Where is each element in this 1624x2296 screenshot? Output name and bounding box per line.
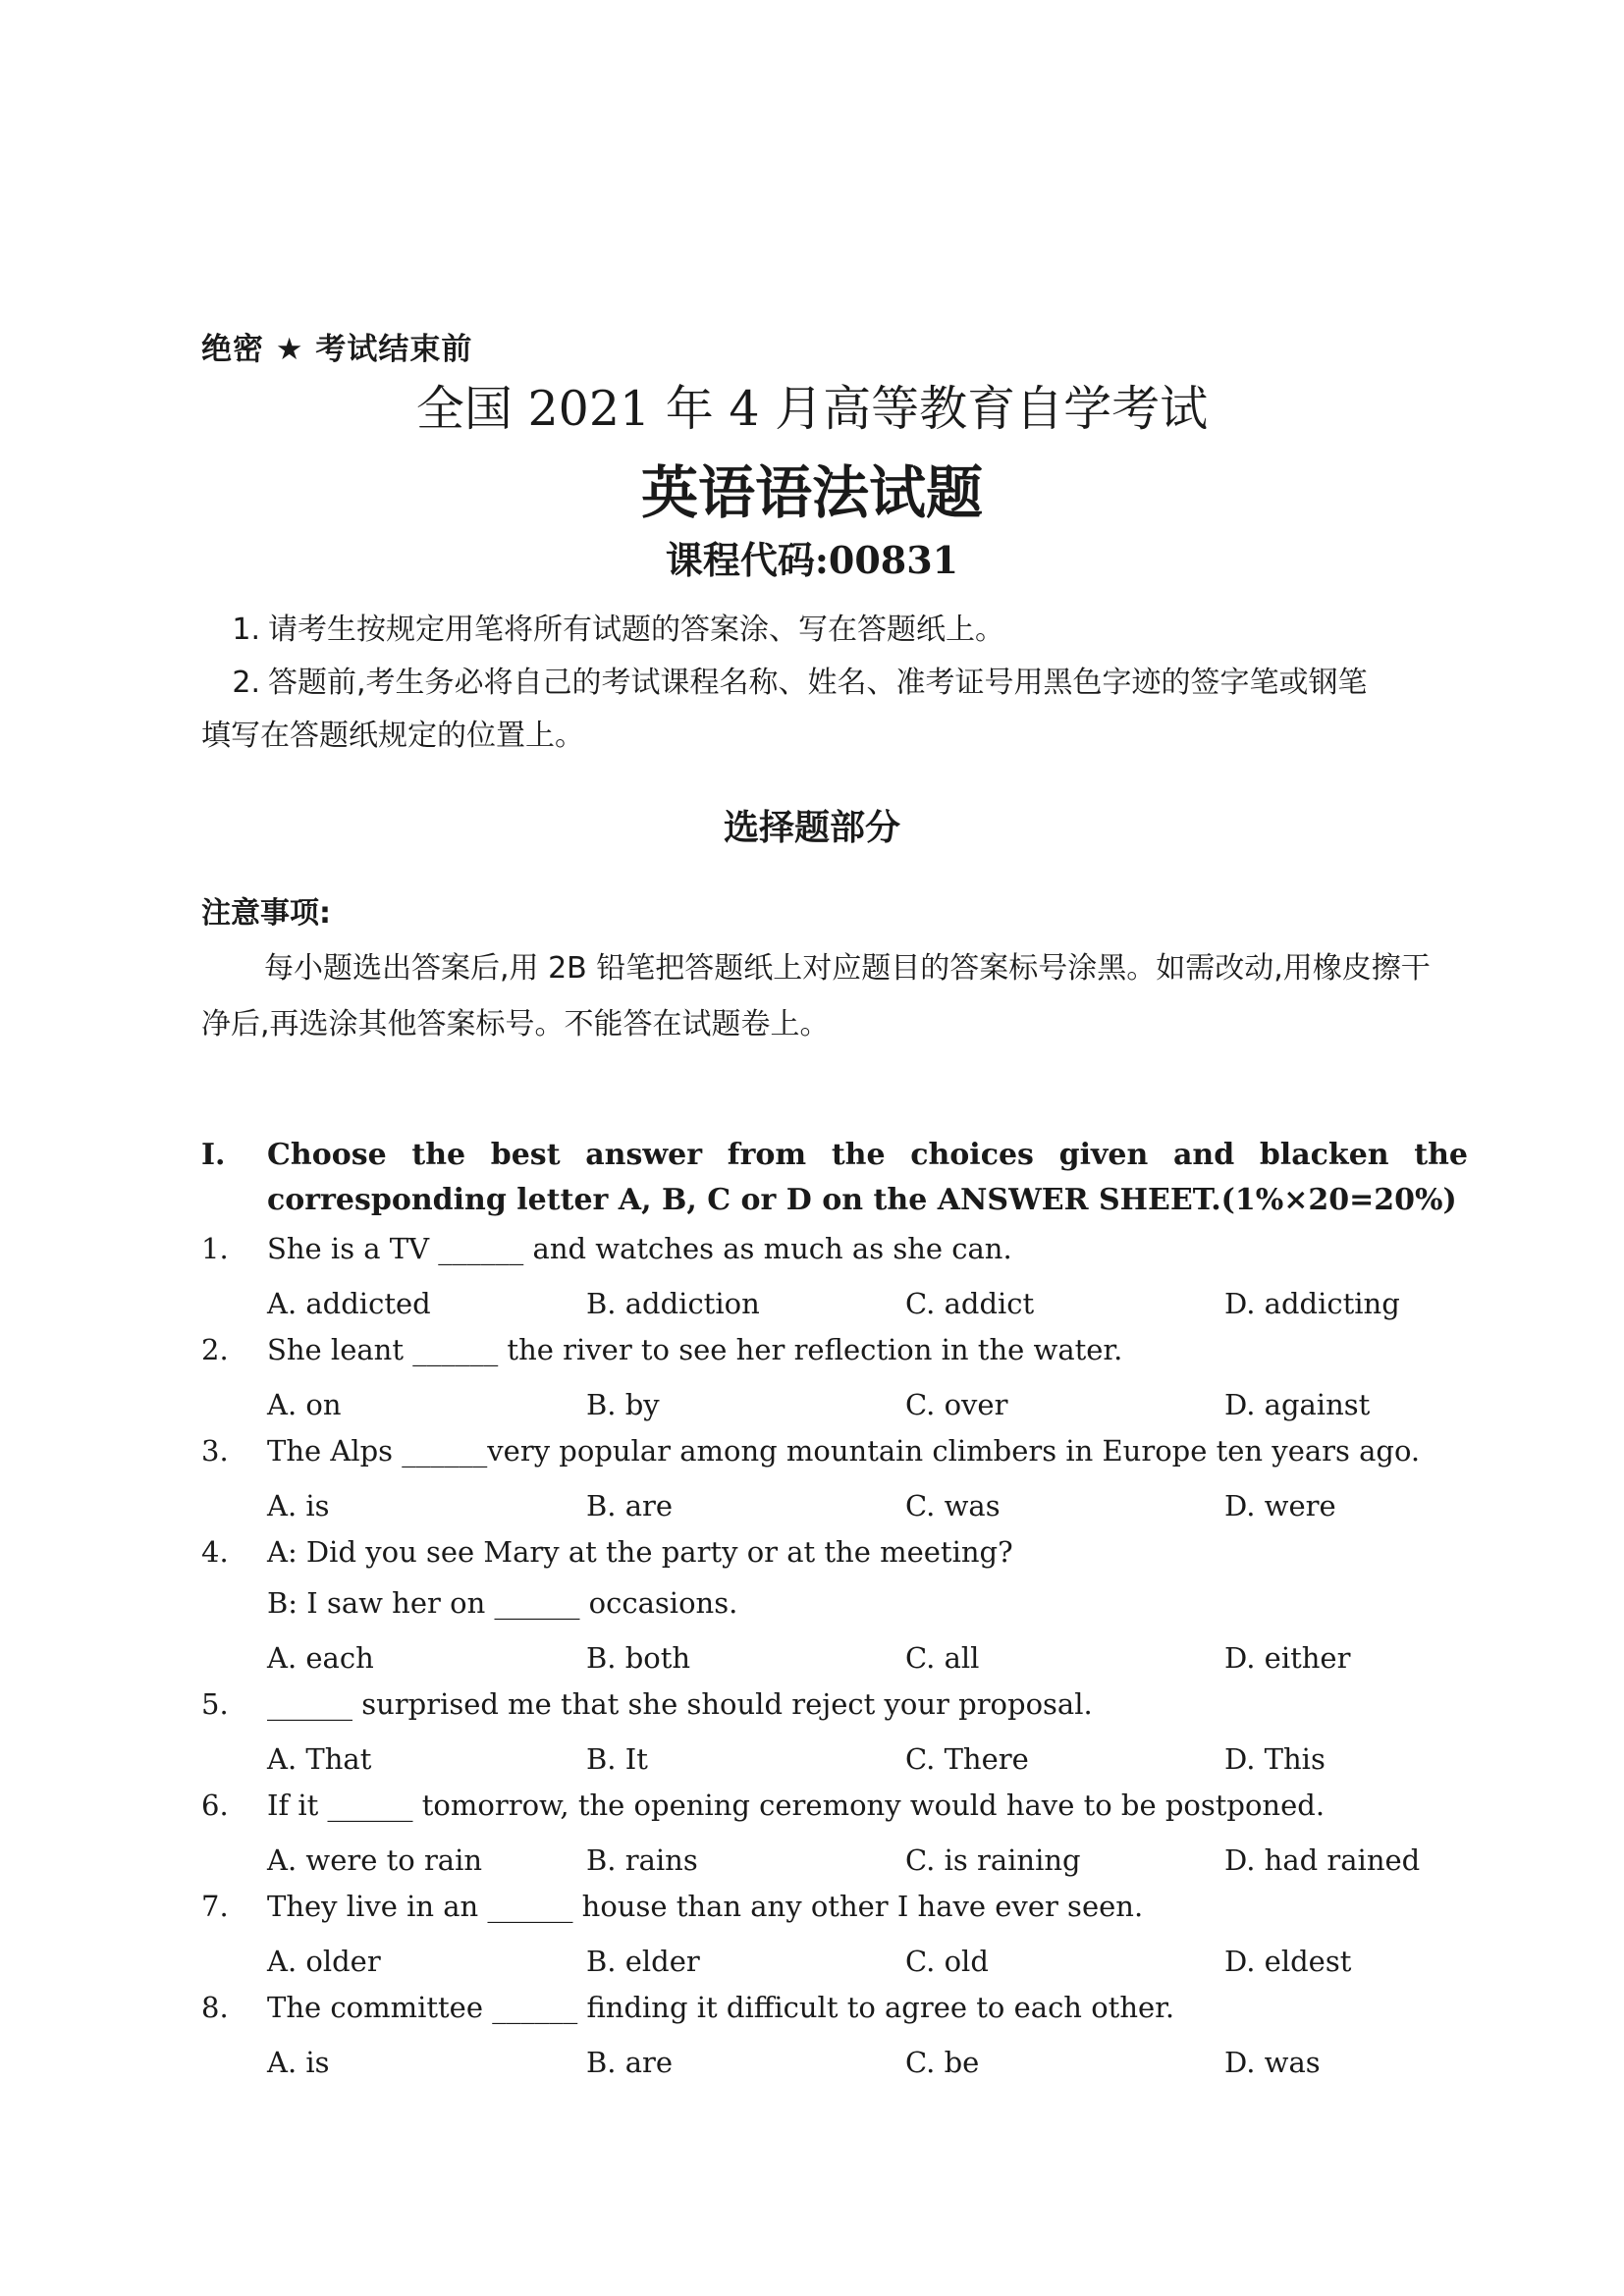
question-text: If it ______ tomorrow, the opening ceremony would have to be postponed.	[267, 1789, 1326, 1822]
option-b: B. are	[586, 2046, 674, 2079]
option-a: A. is	[267, 1489, 330, 1522]
answer-options	[267, 2046, 1543, 2085]
question-text: The Alps ______very popular among mountain climbers in Europe ten years ago.	[267, 1434, 1421, 1468]
instruction-text: 答题前,考生务必将自己的考试课程名称、姓名、准考证号用黑色字迹的签字笔或钢笔	[268, 666, 1368, 700]
question-number: 3.	[201, 1434, 229, 1468]
answer-options	[267, 1641, 1543, 1681]
option-c: C. addict	[905, 1287, 1035, 1320]
question-number: 8.	[201, 1991, 229, 2024]
option-c: C. is raining	[905, 1843, 1081, 1877]
question-number: 4.	[201, 1535, 229, 1569]
question-text: The committee ______ finding it difficult to agree to each other.	[267, 1991, 1175, 2024]
option-c: C. all	[905, 1641, 980, 1675]
question-text: ______ surprised me that she should reject your proposal.	[267, 1687, 1093, 1721]
part-number: I.	[201, 1138, 226, 1172]
answer-options	[267, 1742, 1543, 1782]
question-text: B: I saw her on ______ occasions.	[267, 1586, 738, 1620]
answer-options	[267, 1388, 1543, 1427]
question-number: 2.	[201, 1333, 229, 1366]
notes-title: 注意事项:	[201, 896, 331, 931]
option-c: C. There	[905, 1742, 1029, 1776]
answer-options	[267, 1843, 1543, 1883]
instruction-text: 请考生按规定用笔将所有试题的答案涂、写在答题纸上。	[268, 613, 1004, 647]
question-text: A: Did you see Mary at the party or at the meeting?	[267, 1535, 1013, 1569]
answer-options	[267, 1945, 1543, 1984]
instruction-2	[201, 657, 1458, 763]
exam-title: 全国 2021 年 4 月高等教育自学考试	[415, 381, 1209, 437]
confidential-label: 绝密 ★ 考试结束前	[201, 332, 473, 367]
part-heading	[201, 1133, 1468, 1223]
option-a: A. is	[267, 2046, 330, 2079]
question-text: She is a TV ______ and watches as much as she can.	[267, 1232, 1012, 1265]
answer-options	[267, 1489, 1543, 1528]
option-d: D. had rained	[1224, 1843, 1421, 1877]
option-a: A. addicted	[267, 1287, 431, 1320]
option-b: B. It	[586, 1742, 648, 1776]
option-d: D. were	[1224, 1489, 1336, 1522]
question-text: She leant ______ the river to see her reflection in the water.	[267, 1333, 1123, 1366]
option-d: D. was	[1224, 2046, 1321, 2079]
option-d: D. eldest	[1224, 1945, 1352, 1978]
option-b: B. both	[586, 1641, 691, 1675]
option-c: C. be	[905, 2046, 980, 2079]
option-c: C. was	[905, 1489, 1001, 1522]
question-number: 1.	[201, 1232, 229, 1265]
course-code: 课程代码:00831	[665, 538, 959, 582]
subject-title: 英语语法试题	[640, 459, 983, 526]
question-number: 7.	[201, 1890, 229, 1923]
option-a: A. on	[267, 1388, 342, 1421]
option-d: D. either	[1224, 1641, 1351, 1675]
option-a: A. That	[267, 1742, 372, 1776]
option-b: B. are	[586, 1489, 674, 1522]
instruction-1	[201, 604, 1458, 657]
question-text: They live in an ______ house than any other I have ever seen.	[267, 1890, 1144, 1923]
option-d: D. addicting	[1224, 1287, 1400, 1320]
option-a: A. each	[267, 1641, 374, 1675]
instruction-text-cont: 填写在答题纸规定的位置上。	[201, 719, 584, 753]
instruction-number: 2.	[232, 666, 260, 700]
option-b: B. by	[586, 1388, 660, 1421]
option-b: B. addiction	[586, 1287, 760, 1320]
part-instruction: Choose the best answer from the choices given and blacken the corresponding letter A, B, C or D on the ANSWER SHEET.(1%×20=20%)	[267, 1138, 1468, 1217]
option-a: A. older	[267, 1945, 381, 1978]
option-c: C. over	[905, 1388, 1008, 1421]
option-d: D. against	[1224, 1388, 1371, 1421]
option-b: B. elder	[586, 1945, 700, 1978]
section-title: 选择题部分	[723, 808, 900, 848]
option-a: A. were to rain	[267, 1843, 483, 1877]
option-c: C. old	[905, 1945, 989, 1978]
answer-options	[267, 1287, 1543, 1326]
option-b: B. rains	[586, 1843, 698, 1877]
question-number: 6.	[201, 1789, 229, 1822]
option-d: D. This	[1224, 1742, 1326, 1776]
question-number: 5.	[201, 1687, 229, 1721]
instruction-number: 1.	[232, 613, 260, 647]
notes-body: 每小题选出答案后,用 2B 铅笔把答题纸上对应题目的答案标号涂黑。如需改动,用橡皮擦干净后,再选涂其他答案标号。不能答在试题卷上。	[201, 951, 1431, 1041]
